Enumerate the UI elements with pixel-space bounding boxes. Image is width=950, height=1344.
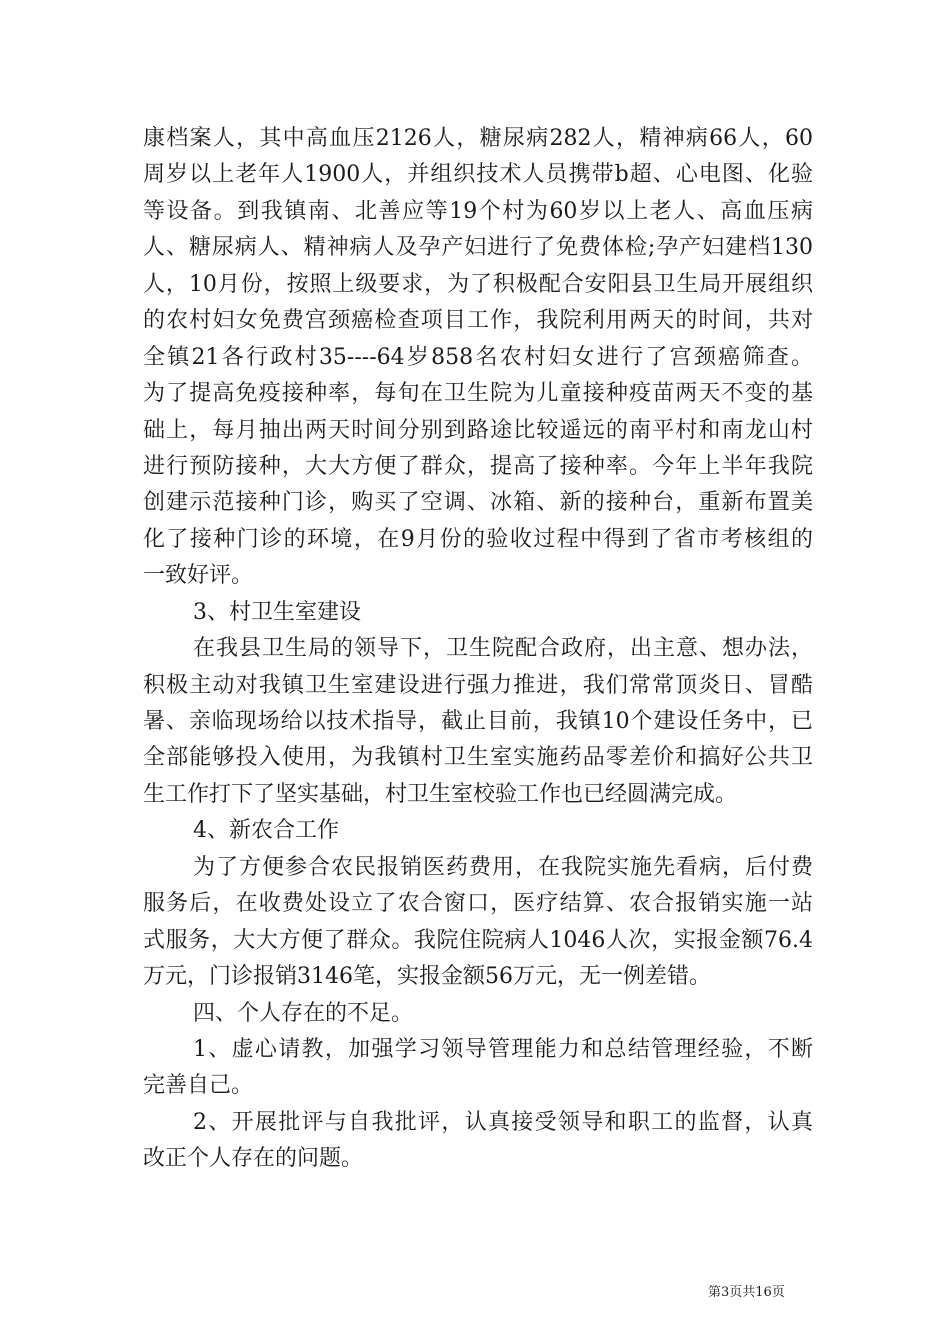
text-line: 为了提高免疫接种率，每旬在卫生院为儿童接种疫苗两天不变的基: [143, 381, 813, 407]
text-line: 为了方便参合农民报销医药费用，在我院实施先看病，后付费: [193, 854, 813, 880]
text-line: 万元，门诊报销3146笔，实报金额56万元，无一例差错。: [143, 964, 711, 990]
text-line: 的农村妇女免费宫颈癌检查项目工作，我院利用两天的时间，共对: [143, 308, 813, 334]
text-line: 积极主动对我镇卫生室建设进行强力推进，我们常常顶炎日、冒酷: [143, 672, 813, 698]
text-line: 人，10月份，按照上级要求，为了积极配合安阳县卫生局开展组织: [143, 271, 813, 297]
text-line: 服务后，在收费处设立了农合窗口，医疗结算、农合报销实施一站: [143, 891, 813, 917]
text-line: 础上，每月抽出两天时间分别到路途比较遥远的南平村和南龙山村: [143, 417, 813, 443]
text-line: 全部能够投入使用，为我镇村卫生室实施药品零差价和搞好公共卫: [143, 745, 813, 771]
text-line: 康档案人，其中高血压2126人，糖尿病282人，精神病66人，60: [143, 126, 813, 151]
text-line: 完善自己。: [143, 1073, 254, 1099]
text-line: 1、虚心请教，加强学习领导管理能力和总结管理经验，不断: [193, 1036, 813, 1062]
text-line: 等设备。到我镇南、北善应等19个村为60岁以上老人、高血压病: [143, 198, 813, 224]
document-body: [143, 121, 813, 1178]
page-number: 第3页共16页: [708, 1285, 785, 1300]
text-line: 创建示范接种门诊，购买了空调、冰箱、新的接种台，重新布置美: [143, 490, 813, 516]
section-heading: 四、个人存在的不足。: [193, 1000, 414, 1026]
text-line: 周岁以上老年人1900人，并组织技术人员携带b超、心电图、化验: [143, 162, 813, 188]
text-line: 人、糖尿病人、精神病人及孕产妇进行了免费体检;孕产妇建档130: [143, 235, 813, 261]
text-line: 一致好评。: [143, 563, 254, 589]
text-line: 2、开展批评与自我批评，认真接受领导和职工的监督，认真: [193, 1109, 813, 1135]
text-line: 改正个人存在的问题。: [143, 1146, 364, 1172]
section-heading: 3、村卫生室建设: [193, 599, 361, 625]
text-line: 暑、亲临现场给以技术指导，截止目前，我镇10个建设任务中，已: [143, 709, 813, 734]
text-line: 生工作打下了坚实基础，村卫生室校验工作也已经圆满完成。: [143, 781, 738, 807]
text-line: 在我县卫生局的领导下，卫生院配合政府，出主意、想办法，: [193, 636, 813, 662]
text-line: 式服务，大大方便了群众。我院住院病人1046人次，实报金额76.4: [143, 927, 813, 953]
text-line: 进行预防接种，大大方便了群众，提高了接种率。今年上半年我院: [143, 453, 813, 479]
section-heading: 4、新农合工作: [193, 818, 339, 844]
text-line: 全镇21各行政村35----64岁858名农村妇女进行了宫颈癌筛查。: [143, 344, 813, 370]
text-line: 化了接种门诊的环境，在9月份的验收过程中得到了省市考核组的: [143, 526, 813, 552]
